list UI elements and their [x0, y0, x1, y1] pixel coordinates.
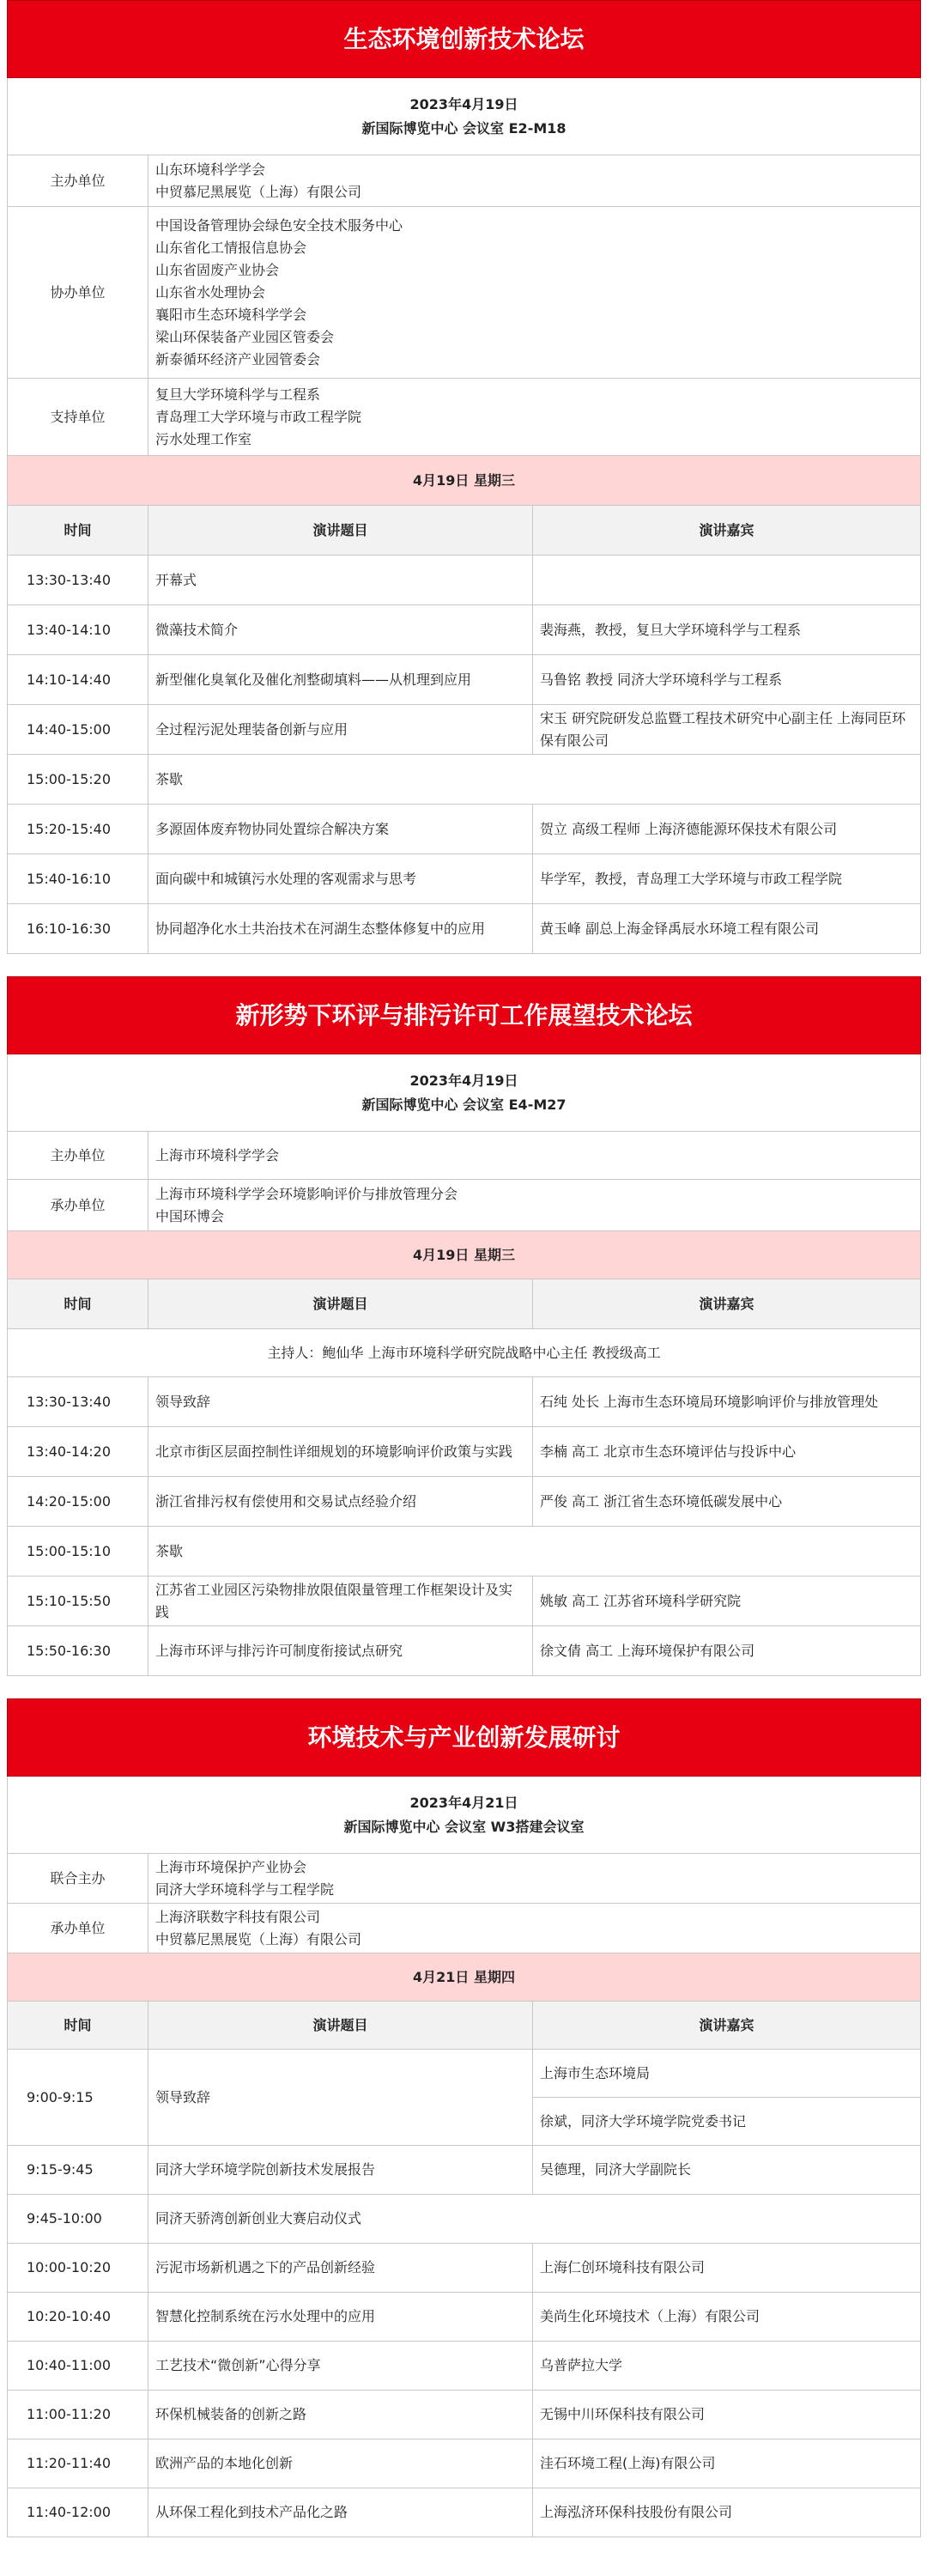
row-topic: 污泥市场新机遇之下的产品创新经验 — [148, 2244, 533, 2293]
forum-date-venue — [8, 1054, 921, 1132]
row-time: 9:45-10:00 — [8, 2195, 148, 2244]
row-time: 13:30-13:40 — [8, 1377, 148, 1427]
spacer — [7, 954, 920, 976]
row-speaker: 严俊 高工 浙江省生态环境低碳发展中心 — [533, 1477, 921, 1527]
row-topic: 浙江省排污权有偿使用和交易试点经验介绍 — [148, 1477, 533, 1527]
row-topic: 欧洲产品的本地化创新 — [148, 2439, 533, 2488]
row-topic: 从环保工程化到技术产品化之路 — [148, 2488, 533, 2537]
forum-venue: 新国际博览中心 会议室 W3搭建会议室 — [343, 1818, 585, 1835]
org-name: 山东省水处理协会 — [155, 283, 266, 301]
forum-3-table — [7, 1698, 921, 2537]
row-time: 15:10-15:50 — [8, 1577, 148, 1626]
forum-2-table — [7, 976, 921, 1676]
row-time: 16:10-16:30 — [8, 904, 148, 954]
row-speaker: 贺立 高级工程师 上海济德能源环保技术有限公司 — [533, 805, 921, 854]
table-row — [8, 556, 921, 605]
forum-date: 2023年4月19日 — [409, 1072, 518, 1089]
org-name: 山东环境科学学会 — [155, 161, 266, 178]
row-topic: 开幕式 — [148, 556, 533, 605]
org-name: 上海市环境科学学会 — [155, 1146, 280, 1163]
row-topic: 同济天骄湾创新创业大赛启动仪式 — [148, 2195, 921, 2244]
row-speaker: 李楠 高工 北京市生态环境评估与投诉中心 — [533, 1427, 921, 1477]
forum-title: 新形势下环评与排污许可工作展望技术论坛 — [8, 977, 921, 1054]
table-row — [8, 2439, 921, 2488]
org-name: 复旦大学环境科学与工程系 — [155, 386, 321, 403]
row-speaker: 毕学军，教授，青岛理工大学环境与市政工程学院 — [533, 854, 921, 904]
org-name: 上海市环境保护产业协会 — [155, 1858, 307, 1875]
row-time: 15:50-16:30 — [8, 1626, 148, 1676]
col-header-speaker: 演讲嘉宾 — [533, 506, 921, 556]
forum-venue: 新国际博览中心 会议室 E4-M27 — [361, 1096, 566, 1113]
table-row — [8, 705, 921, 755]
org-name: 上海市环境科学学会环境影响评价与排放管理分会 — [155, 1185, 458, 1202]
row-time: 15:20-15:40 — [8, 805, 148, 854]
table-row — [8, 2391, 921, 2439]
row-topic: 多源固体废弃物协同处置综合解决方案 — [148, 805, 533, 854]
org-label: 联合主办 — [8, 1854, 148, 1904]
row-time: 10:20-10:40 — [8, 2293, 148, 2342]
forum-date-venue — [8, 78, 921, 155]
row-speaker: 徐文倩 高工 上海环境保护有限公司 — [533, 1626, 921, 1676]
col-header-topic: 演讲题目 — [148, 1279, 533, 1329]
org-name: 中贸慕尼黑展览（上海）有限公司 — [155, 1930, 362, 1947]
org-values — [148, 207, 921, 379]
table-row — [8, 2293, 921, 2342]
row-topic: 茶歇 — [148, 1527, 921, 1577]
row-speaker: 乌普萨拉大学 — [533, 2342, 921, 2391]
row-topic: 茶歇 — [148, 755, 921, 805]
row-speaker: 马鲁铭 教授 同济大学环境科学与工程系 — [533, 655, 921, 705]
page — [7, 0, 920, 2537]
table-row — [8, 1427, 921, 1477]
row-topic: 微藻技术简介 — [148, 605, 533, 655]
row-topic: 智慧化控制系统在污水处理中的应用 — [148, 2293, 533, 2342]
row-topic: 江苏省工业园区污染物排放限值限量管理工作框架设计及实践 — [148, 1577, 533, 1626]
row-topic: 面向碳中和城镇污水处理的客观需求与思考 — [148, 854, 533, 904]
col-header-topic: 演讲题目 — [148, 506, 533, 556]
row-speaker: 宋玉 研究院研发总监暨工程技术研究中心副主任 上海同臣环保有限公司 — [533, 705, 921, 755]
row-time: 13:40-14:10 — [8, 605, 148, 655]
row-speaker: 上海仁创环境科技有限公司 — [533, 2244, 921, 2293]
row-speaker: 吴德理，同济大学副院长 — [533, 2146, 921, 2195]
table-row — [8, 755, 921, 805]
row-time: 14:40-15:00 — [8, 705, 148, 755]
row-time: 9:15-9:45 — [8, 2146, 148, 2195]
col-header-speaker: 演讲嘉宾 — [533, 1279, 921, 1329]
row-speaker — [533, 556, 921, 605]
col-header-time: 时间 — [8, 506, 148, 556]
row-topic: 工艺技术“微创新”心得分享 — [148, 2342, 533, 2391]
org-values — [148, 1132, 921, 1180]
org-name: 梁山环保装备产业园区管委会 — [155, 328, 335, 345]
spacer — [7, 1676, 920, 1698]
row-topic: 环保机械装备的创新之路 — [148, 2391, 533, 2439]
row-speaker: 无锡中川环保科技有限公司 — [533, 2391, 921, 2439]
row-speaker: 黄玉峰 副总上海金铎禹辰水环境工程有限公司 — [533, 904, 921, 954]
table-row — [8, 655, 921, 705]
row-topic: 北京市街区层面控制性详细规划的环境影响评价政策与实践 — [148, 1427, 533, 1477]
table-row — [8, 605, 921, 655]
row-topic: 上海市环评与排污许可制度衔接试点研究 — [148, 1626, 533, 1676]
row-speaker: 姚敏 高工 江苏省环境科学研究院 — [533, 1577, 921, 1626]
forum-date-venue — [8, 1777, 921, 1854]
org-values — [148, 1904, 921, 1953]
forum-venue: 新国际博览中心 会议室 E2-M18 — [361, 119, 566, 137]
row-speaker: 上海泓济环保科技股份有限公司 — [533, 2488, 921, 2537]
table-row — [8, 1577, 921, 1626]
org-name: 中国设备管理协会绿色安全技术服务中心 — [155, 216, 403, 234]
row-time: 14:10-14:40 — [8, 655, 148, 705]
row-time: 11:00-11:20 — [8, 2391, 148, 2439]
table-row — [8, 2146, 921, 2195]
day-header: 4月19日 星期三 — [8, 456, 921, 506]
org-name: 污水处理工作室 — [155, 430, 252, 447]
table-row — [8, 1477, 921, 1527]
table-row — [8, 805, 921, 854]
org-label: 承办单位 — [8, 1180, 148, 1231]
org-label: 支持单位 — [8, 379, 148, 456]
org-values — [148, 155, 921, 207]
col-header-topic: 演讲题目 — [148, 2002, 533, 2050]
row-topic: 同济大学环境学院创新技术发展报告 — [148, 2146, 533, 2195]
org-name: 新泰循环经济产业园管委会 — [155, 350, 321, 368]
forum-1-table — [7, 0, 921, 954]
row-time: 9:00-9:15 — [8, 2050, 148, 2146]
table-row — [8, 2244, 921, 2293]
row-time: 15:00-15:20 — [8, 755, 148, 805]
forum-title: 环境技术与产业创新发展研讨 — [8, 1699, 921, 1777]
row-time: 13:30-13:40 — [8, 556, 148, 605]
forum-title: 生态环境创新技术论坛 — [8, 1, 921, 78]
row-time: 10:00-10:20 — [8, 2244, 148, 2293]
row-speaker: 美尚生化环境技术（上海）有限公司 — [533, 2293, 921, 2342]
row-time: 14:20-15:00 — [8, 1477, 148, 1527]
row-speaker: 上海市生态环境局 — [533, 2050, 921, 2098]
org-label: 协办单位 — [8, 207, 148, 379]
row-speaker: 徐斌，同济大学环境学院党委书记 — [533, 2098, 921, 2146]
row-topic: 全过程污泥处理装备创新与应用 — [148, 705, 533, 755]
table-row — [8, 2050, 921, 2098]
table-row — [8, 2195, 921, 2244]
org-label: 主办单位 — [8, 155, 148, 207]
row-topic: 新型催化臭氧化及催化剂整砌填料——从机理到应用 — [148, 655, 533, 705]
org-values — [148, 379, 921, 456]
org-name: 中贸慕尼黑展览（上海）有限公司 — [155, 183, 362, 200]
table-row — [8, 1626, 921, 1676]
table-row — [8, 1377, 921, 1427]
row-time: 11:40-12:00 — [8, 2488, 148, 2537]
row-topic: 领导致辞 — [148, 1377, 533, 1427]
row-speaker: 洼石环境工程(上海)有限公司 — [533, 2439, 921, 2488]
forum-date: 2023年4月19日 — [409, 95, 518, 112]
col-header-speaker: 演讲嘉宾 — [533, 2002, 921, 2050]
org-name: 上海济联数字科技有限公司 — [155, 1908, 321, 1925]
host-line: 主持人：鲍仙华 上海市环境科学研究院战略中心主任 教授级高工 — [8, 1329, 921, 1377]
col-header-time: 时间 — [8, 1279, 148, 1329]
row-time: 15:00-15:10 — [8, 1527, 148, 1577]
day-header: 4月19日 星期三 — [8, 1231, 921, 1279]
row-topic: 领导致辞 — [148, 2050, 533, 2146]
org-name: 襄阳市生态环境科学学会 — [155, 306, 307, 323]
table-row — [8, 2488, 921, 2537]
org-name: 中国环博会 — [155, 1207, 225, 1224]
table-row — [8, 854, 921, 904]
row-time: 13:40-14:20 — [8, 1427, 148, 1477]
org-values — [148, 1854, 921, 1904]
org-values — [148, 1180, 921, 1231]
forum-date: 2023年4月21日 — [409, 1794, 518, 1811]
table-row — [8, 1527, 921, 1577]
row-speaker: 裴海燕，教授，复旦大学环境科学与工程系 — [533, 605, 921, 655]
day-header: 4月21日 星期四 — [8, 1953, 921, 2002]
org-name: 青岛理工大学环境与市政工程学院 — [155, 408, 362, 425]
row-speaker: 石纯 处长 上海市生态环境局环境影响评价与排放管理处 — [533, 1377, 921, 1427]
org-name: 山东省化工情报信息协会 — [155, 239, 307, 256]
row-time: 15:40-16:10 — [8, 854, 148, 904]
org-label: 承办单位 — [8, 1904, 148, 1953]
org-name: 同济大学环境科学与工程学院 — [155, 1880, 335, 1898]
col-header-time: 时间 — [8, 2002, 148, 2050]
table-row — [8, 2342, 921, 2391]
table-row — [8, 904, 921, 954]
row-time: 10:40-11:00 — [8, 2342, 148, 2391]
org-name: 山东省固废产业协会 — [155, 261, 280, 278]
row-time: 11:20-11:40 — [8, 2439, 148, 2488]
row-topic: 协同超净化水土共治技术在河湖生态整体修复中的应用 — [148, 904, 533, 954]
org-label: 主办单位 — [8, 1132, 148, 1180]
